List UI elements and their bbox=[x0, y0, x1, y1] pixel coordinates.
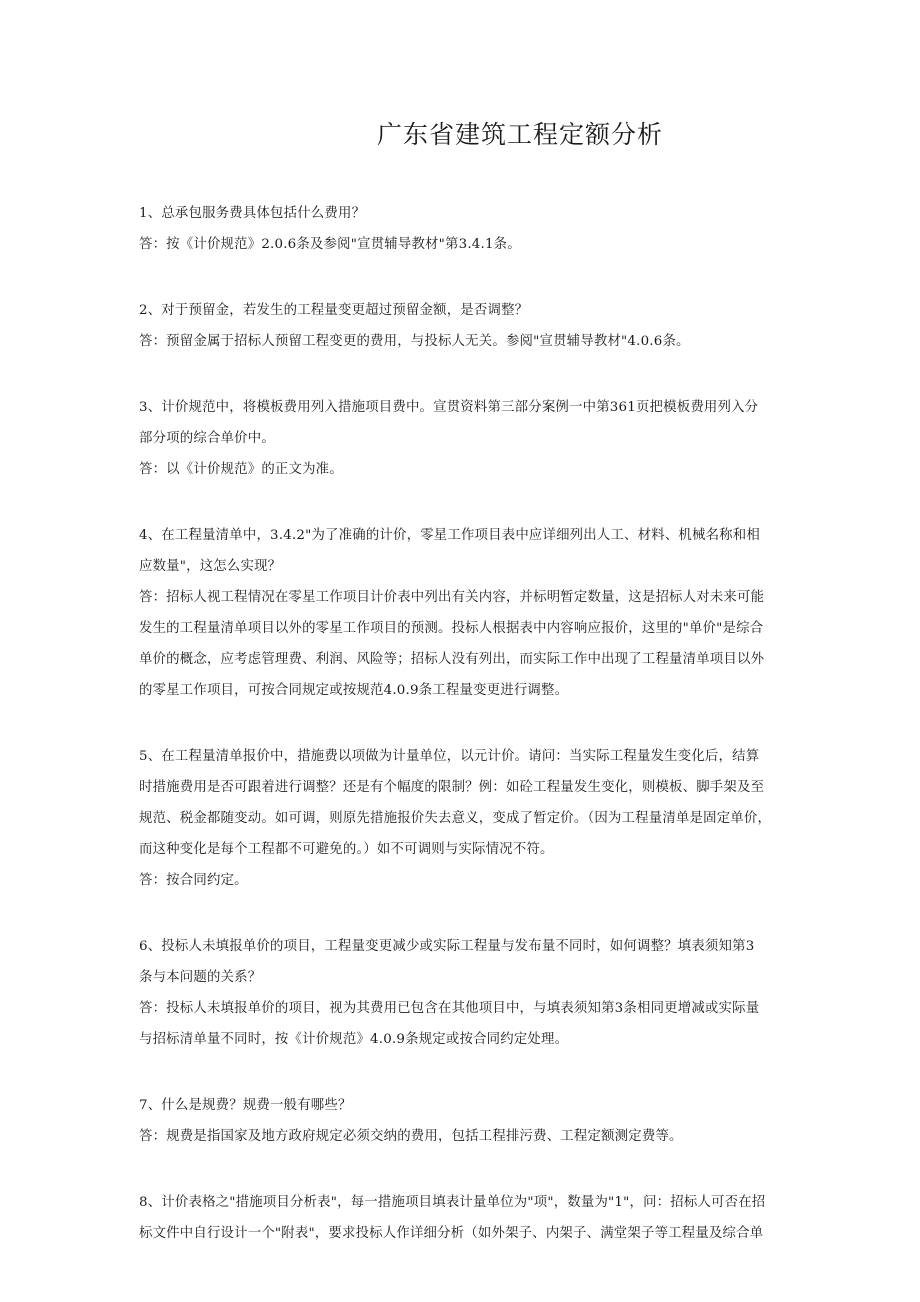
qa-item bbox=[139, 392, 789, 485]
qa-item bbox=[139, 741, 789, 896]
answer-line: 答：按合同约定。 bbox=[139, 873, 248, 888]
qa-item bbox=[139, 520, 789, 706]
answer-line: 答：预留金属于招标人预留工程变更的费用，与投标人无关。参阅"宣贯辅导教材"4.0.6条。 bbox=[139, 334, 690, 349]
answer-line: 答：以《计价规范》的正文为准。 bbox=[139, 462, 343, 477]
qa-list bbox=[139, 198, 789, 1284]
question-line: 规范、税金都随变动。如可调，则原先措施报价失去意义，变成了暂定价。（因为工程量清单是固定单价， bbox=[139, 811, 772, 826]
question-line: 而这种变化是每个工程都不可避免的。）如不可调则与实际情况不符。 bbox=[139, 842, 554, 857]
answer-line: 发生的工程量清单项目以外的零星工作项目的预测。投标人根据表中内容响应报价，这里的"单价"是综合 bbox=[139, 621, 764, 636]
question-line: 1、总承包服务费具体包括什么费用？ bbox=[139, 206, 366, 221]
answer-line: 的零星工作项目，可按合同规定或按规范4.0.9条工程量变更进行调整。 bbox=[139, 683, 569, 698]
qa-item bbox=[139, 1090, 789, 1152]
question-line: 6、投标人未填报单价的项目，工程量变更减少或实际工程量与发布量不同时，如何调整？填表须知第3 bbox=[139, 939, 755, 954]
answer-line: 答：规费是指国家及地方政府规定必须交纳的费用，包括工程排污费、工程定额测定费等。 bbox=[139, 1129, 683, 1144]
answer-line: 答：招标人视工程情况在零星工作项目计价表中列出有关内容，并标明暂定数量，这是招标人对未来可能 bbox=[139, 590, 765, 605]
question-line: 2、对于预留金，若发生的工程量变更超过预留金额，是否调整？ bbox=[139, 303, 529, 318]
question-line: 3、计价规范中，将模板费用列入措施项目费中。宣贯资料第三部分案例一中第361页把模板费用列入分 bbox=[139, 400, 759, 415]
answer-line: 与招标清单量不同时，按《计价规范》4.0.9条规定或按合同约定处理。 bbox=[139, 1032, 569, 1047]
answer-line: 答：按《计价规范》2.0.6条及参阅"宣贯辅导教材"第3.4.1条。 bbox=[139, 237, 521, 252]
question-line: 8、计价表格之"措施项目分析表"，每一措施项目填表计量单位为"项"，数量为"1"，问：招标人可否在招 bbox=[139, 1195, 766, 1210]
answer-line: 答：投标人未填报单价的项目，视为其费用已包含在其他项目中，与填表须知第3条相同更增减或实际量 bbox=[139, 1001, 760, 1016]
question-line: 7、什么是规费？规费一般有哪些？ bbox=[139, 1098, 352, 1113]
question-line: 标文件中自行设计一个"附表"，要求投标人作详细分析（如外架子、内架子、满堂架子等工程量及综合单 bbox=[139, 1226, 764, 1241]
question-line: 应数量"，这怎么实现？ bbox=[139, 559, 282, 574]
qa-item bbox=[139, 295, 789, 357]
document-title: 广东省建筑工程定额分析 bbox=[376, 120, 663, 149]
qa-item bbox=[139, 1187, 789, 1249]
question-line: 条与本问题的关系？ bbox=[139, 970, 262, 985]
question-line: 时措施费用是否可跟着进行调整？还是有个幅度的限制？例：如砼工程量发生变化，则模板、脚手架及至 bbox=[139, 780, 765, 795]
question-line: 5、在工程量清单报价中，措施费以项做为计量单位，以元计价。请问：当实际工程量发生变化后，结算 bbox=[139, 749, 760, 764]
question-line: 4、在工程量清单中，3.4.2"为了准确的计价，零星工作项目表中应详细列出人工、材料、机械名称和相 bbox=[139, 528, 760, 543]
question-line: 部分项的综合单价中。 bbox=[139, 431, 275, 446]
qa-item bbox=[139, 931, 789, 1055]
answer-line: 单价的概念，应考虑管理费、利润、风险等；招标人没有列出，而实际工作中出现了工程量清单项目以外 bbox=[139, 652, 765, 667]
qa-item bbox=[139, 198, 789, 260]
